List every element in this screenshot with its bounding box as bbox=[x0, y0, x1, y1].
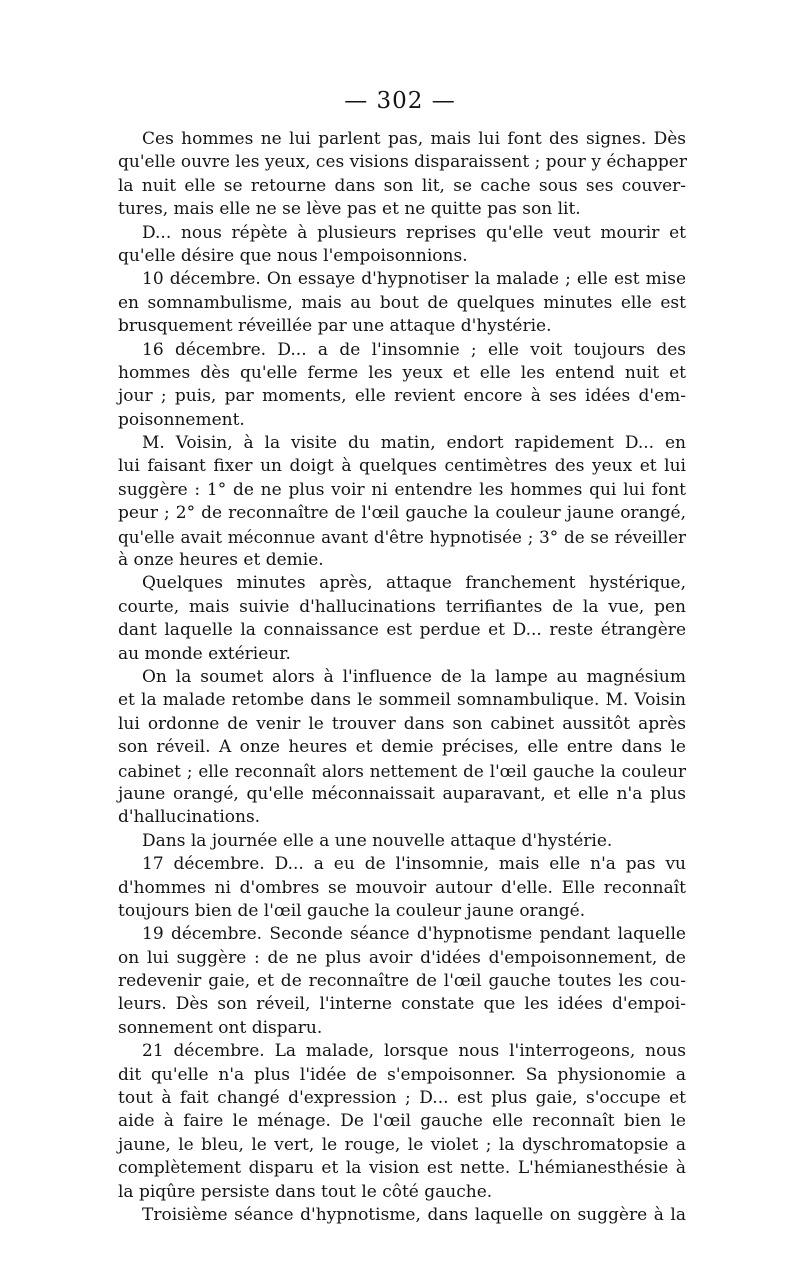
text-line: M. Voisin, à la visite du matin, endort rapidement D... en bbox=[142, 433, 686, 454]
body-text bbox=[118, 128, 686, 1227]
text-line: brusquement réveillée par une attaque d'hystérie. bbox=[118, 316, 552, 337]
text-line: poisonnement. bbox=[118, 409, 245, 430]
text-line: Ces hommes ne lui parlent pas, mais lui font des signes. Dès bbox=[142, 129, 686, 149]
text-line: la nuit elle se retourne dans son lit, se cache sous ses couver- bbox=[118, 175, 686, 196]
text-line: d'hallucinations. bbox=[118, 807, 261, 828]
text-line: son réveil. A onze heures et demie précises, elle entre dans le bbox=[118, 737, 686, 758]
text-line: Dans la journée elle a une nouvelle attaque d'hystérie. bbox=[142, 830, 613, 851]
text-line: qu'elle ouvre les yeux, ces visions disparaissent ; pour y échapper bbox=[118, 152, 687, 173]
text-line: 10 décembre. On essaye d'hypnotiser la malade ; elle est mise bbox=[142, 269, 686, 290]
text-line: en somnambulisme, mais au bout de quelques minutes elle est bbox=[118, 292, 686, 313]
text-line: D... nous répète à plusieurs reprises qu'elle veut mourir et bbox=[142, 222, 686, 243]
text-line: peur ; 2° de reconnaître de l'œil gauche la couleur jaune orangé, bbox=[118, 503, 686, 524]
text-line: on lui suggère : de ne plus avoir d'idées d'empoisonnement, de bbox=[118, 947, 686, 968]
text-line: jaune orangé, qu'elle méconnaissait auparavant, et elle n'a plus bbox=[118, 783, 686, 804]
text-line: sonnement ont disparu. bbox=[118, 1017, 323, 1038]
text-line: complètement disparu et la vision est nette. L'hémianesthésie à bbox=[118, 1158, 686, 1179]
text-line: 17 décembre. D... a eu de l'insomnie, mais elle n'a pas vu bbox=[142, 854, 686, 875]
text-line: tures, mais elle ne se lève pas et ne quitte pas son lit. bbox=[118, 199, 581, 220]
text-line: On la soumet alors à l'influence de la lampe au magnésium bbox=[142, 666, 686, 687]
text-line: suggère : 1° de ne plus voir ni entendre les hommes qui lui font bbox=[118, 479, 686, 500]
text-line: cabinet ; elle reconnaît alors nettement de l'œil gauche la couleur bbox=[118, 760, 686, 781]
text-line: leurs. Dès son réveil, l'interne constate que les idées d'empoi- bbox=[118, 994, 686, 1015]
text-line: 21 décembre. La malade, lorsque nous l'interrogeons, nous bbox=[142, 1041, 686, 1062]
text-line: dant laquelle la connaissance est perdue et D... reste étrangère bbox=[118, 620, 686, 641]
text-line: d'hommes ni d'ombres se mouvoir autour d'elle. Elle reconnaît bbox=[118, 877, 686, 898]
text-line: Troisième séance d'hypnotisme, dans laquelle on suggère à la bbox=[142, 1204, 686, 1225]
text-line: dit qu'elle n'a plus l'idée de s'empoisonner. Sa physionomie a bbox=[118, 1064, 686, 1085]
text-line: 16 décembre. D... a de l'insomnie ; elle voit toujours des bbox=[142, 339, 686, 360]
text-line: aide à faire le ménage. De l'œil gauche elle reconnaît bien le bbox=[118, 1111, 686, 1132]
text-line: toujours bien de l'œil gauche la couleur jaune orangé. bbox=[118, 900, 586, 921]
text-line: qu'elle avait méconnue avant d'être hypnotisée ; 3° de se réveiller bbox=[118, 526, 686, 547]
text-line: à onze heures et demie. bbox=[118, 550, 324, 571]
text-line: courte, mais suivie d'hallucinations terrifiantes de la vue, pen bbox=[118, 596, 686, 617]
text-line: et la malade retombe dans le sommeil somnambulique. M. Voisin bbox=[118, 690, 686, 711]
text-line: 19 décembre. Seconde séance d'hypnotisme pendant laquelle bbox=[142, 924, 686, 945]
text-line: jour ; puis, par moments, elle revient encore à ses idées d'em- bbox=[118, 386, 686, 407]
text-line: tout à fait changé d'expression ; D... est plus gaie, s'occupe et bbox=[118, 1088, 686, 1109]
text-line: jaune, le bleu, le vert, le rouge, le violet ; la dyschromatopsie a bbox=[118, 1134, 686, 1155]
text-line: lui ordonne de venir le trouver dans son cabinet aussitôt après bbox=[118, 713, 686, 734]
page-number: — 302 — bbox=[344, 88, 456, 114]
text-line: lui faisant fixer un doigt à quelques centimètres des yeux et lui bbox=[118, 456, 686, 477]
text-line: au monde extérieur. bbox=[118, 643, 291, 664]
text-line: la piqûre persiste dans tout le côté gauche. bbox=[118, 1181, 493, 1202]
text-line: qu'elle désire que nous l'empoisonnions. bbox=[118, 245, 468, 266]
text-line: redevenir gaie, et de reconnaître de l'œil gauche toutes les cou- bbox=[118, 971, 686, 992]
text-line: Quelques minutes après, attaque franchement hystérique, bbox=[142, 573, 686, 594]
text-line: hommes dès qu'elle ferme les yeux et elle les entend nuit et bbox=[118, 362, 686, 383]
